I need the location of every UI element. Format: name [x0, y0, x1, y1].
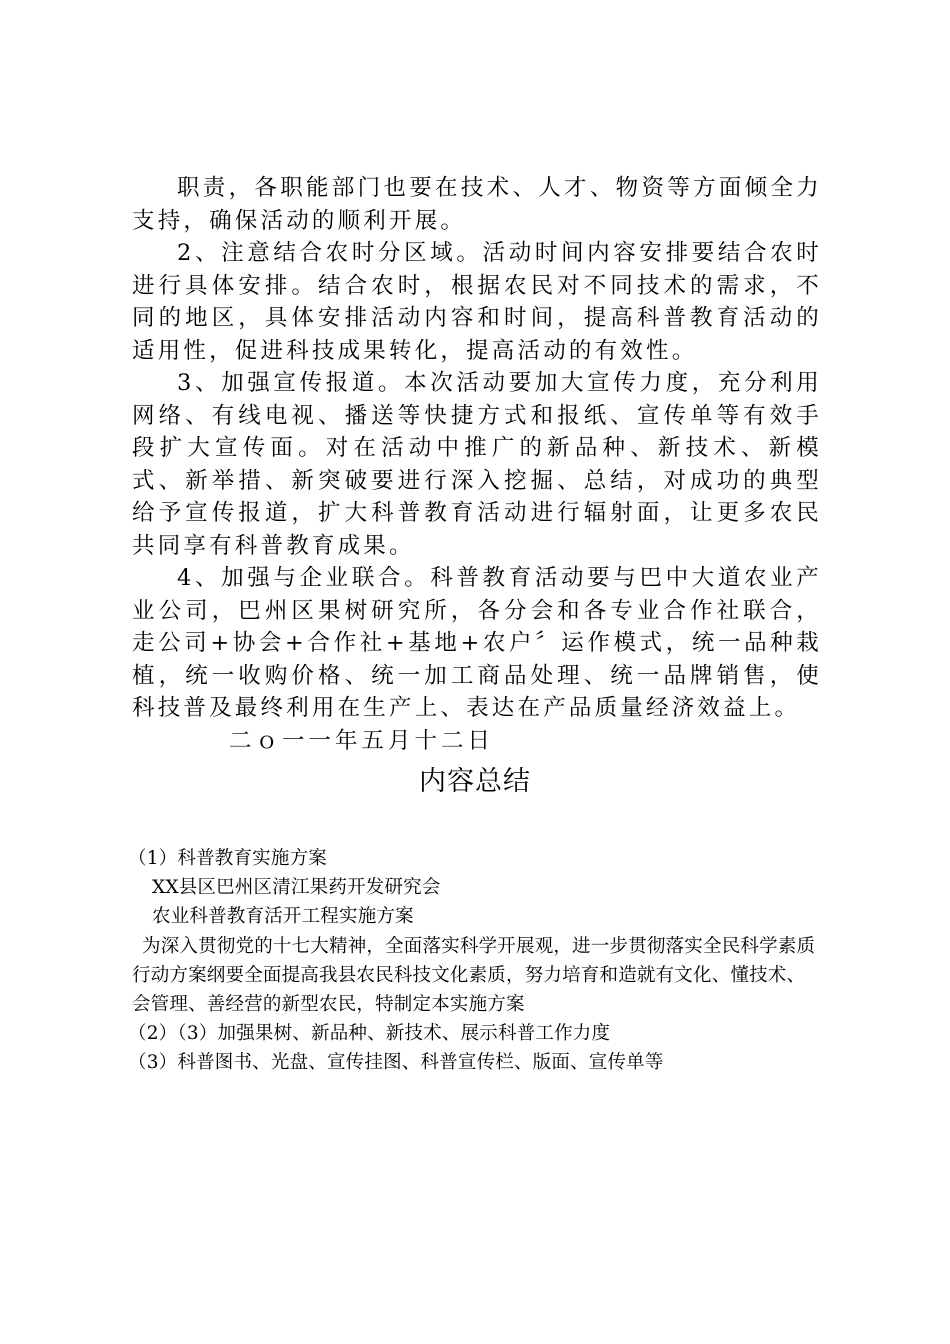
- body-paragraph-responsibility: 职责，各职能部门也要在技术、人才、物资等方面倾全力支持，确保活动的顺利开展。: [132, 175, 822, 234]
- summary-line-project-title: 农业科普教育活开工程实施方案: [152, 906, 414, 928]
- body-paragraph-farming-season: 2、注意结合农时分区域。活动时间内容安排要结合农时进行具体安排。结合农时，根据农民对不同技术的需求，不同的地区，具体安排活动内容和时间，提高科普教育活动的适用性，促进科技成果转化，提高活动的有效性。: [132, 240, 822, 364]
- document-date: 二ｏ一一年五月十二日: [229, 727, 495, 754]
- summary-line-organization: XX县区巴州区清江果药开发研究会: [152, 877, 441, 899]
- summary-title: 内容总结: [419, 766, 531, 797]
- summary-line-purpose: 为深入贯彻党的十七大精神，全面落实科学开展观，进一步贯彻落实全民科学素质行动方案纲要全面提高我县农民科技文化素质，努力培育和造就有文化、懂技术、会管理、善经营的新型农民，特制定本实施方案: [132, 935, 816, 1016]
- summary-line-item-3: （3）科普图书、光盘、宣传挂图、科普宣传栏、版面、宣传单等: [128, 1052, 664, 1074]
- summary-section: [128, 844, 822, 1078]
- body-paragraph-enterprise-cooperation: 4、加强与企业联合。科普教育活动要与巴中大道农业产业公司，巴州区果树研究所，各分会和各专业合作社联合，走公司+协会+合作社+基地+农户〞运作模式，统一品种栽植，统一收购价格、统一加工商品处理、统一品牌销售，使科技普及最终利用在生产上、表达在产品质量经济效益上。: [132, 565, 822, 721]
- body-text: [132, 172, 822, 757]
- body-paragraph-publicity: 3、加强宣传报道。本次活动要加大宣传力度，充分利用网络、有线电视、播送等快捷方式和报纸、宣传单等有效手段扩大宣传面。对在活动中推广的新品种、新技术、新模式、新举措、新突破要进行深入挖掘、总结，对成功的典型给予宣传报道，扩大科普教育活动进行辐射面，让更多农民共同享有科普教育成果。: [132, 370, 822, 559]
- summary-line-plan: （1）科普教育实施方案: [128, 848, 327, 869]
- summary-line-item-2: （2）（3）加强果树、新品种、新技术、展示科普工作力度: [128, 1023, 611, 1045]
